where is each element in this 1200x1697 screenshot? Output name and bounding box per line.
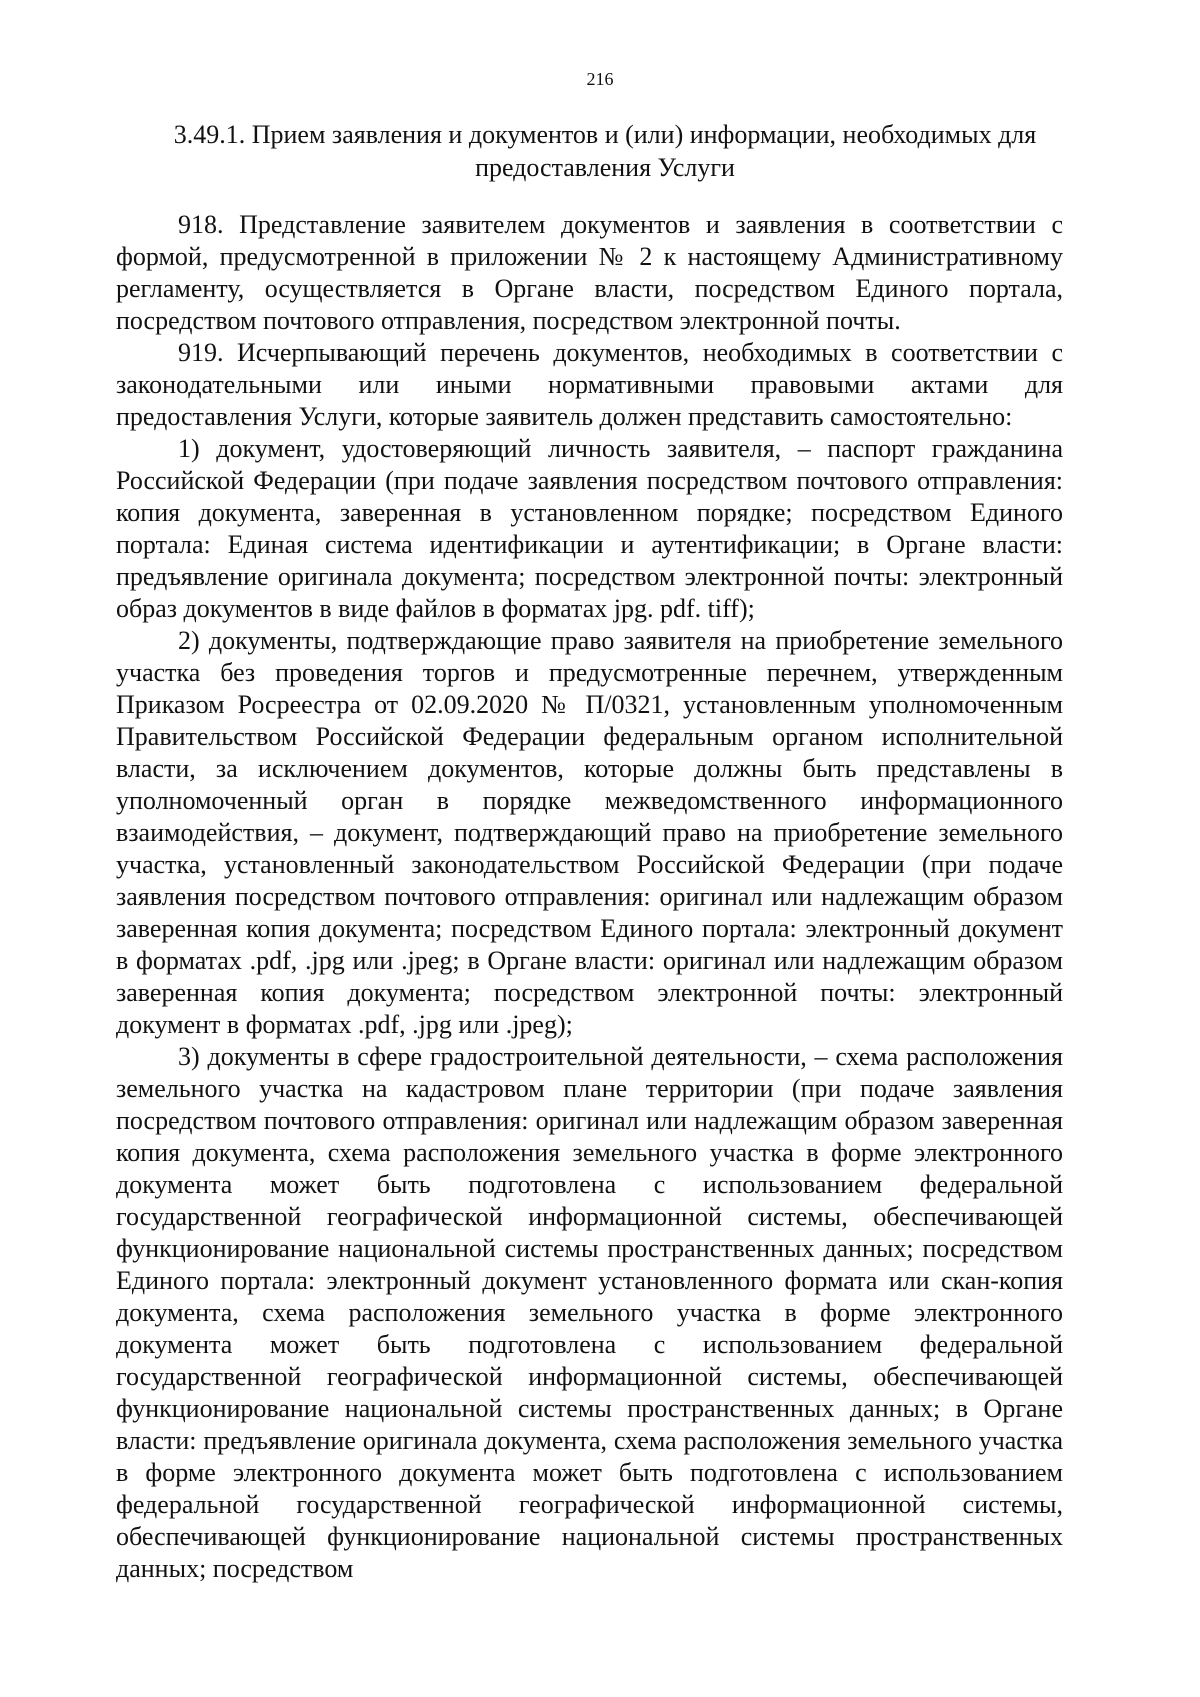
body-text [116,209,1063,1585]
list-item-3: 3) документы в сфере градостроительной деятельности, – схема расположения земельного участка на кадастровом плане территории (при подаче заявления посредством почтового отправления: оригинал или надлежащим образом заверенная копия документа, схема расположения земельного участка в форме электронного документа может быть подготовлена с использованием федеральной государственной географической информационной системы, обеспечивающей функционирование национальной системы пространственных данных; посредством Единого портала: электронный документ установленного формата или скан-копия документа, схема расположения земельного участка в форме электронного документа может быть подготовлена с использованием федеральной государственной географической информационной системы, обеспечивающей функционирование национальной системы пространственных данных; в Органе власти: предъявление оригинала документа, схема расположения земельного участка в форме электронного документа может быть подготовлена с использованием федеральной государственной географической информационной системы, обеспечивающей функционирование национальной системы пространственных данных; посредством [116,1042,1063,1583]
section-title: 3.49.1. Прием заявления и документов и (или) информации, необходимых для предоставления Услуги [173,120,1037,182]
list-item-1: 1) документ, удостоверяющий личность заявителя, – паспорт гражданина Российской Федерации (при подаче заявления посредством почтового отправления: копия документа, заверенная в установленном порядке; посредством Единого портала: Единая система идентификации и аутентификации; в Органе власти: предъявление оригинала документа; посредством электронной почты: электронный образ документов в виде файлов в форматах jpg. pdf. tiff); [116,434,1063,623]
list-item-2: 2) документы, подтверждающие право заявителя на приобретение земельного участка без проведения торгов и предусмотренные перечнем, утвержденным Приказом Росреестра от 02.09.2020 № П/0321, установленным уполномоченным Правительством Российской Федерации федеральным органом исполнительной власти, за исключением документов, которые должны быть представлены в уполномоченный орган в порядке межведомственного информационного взаимодействия, – документ, подтверждающий право на приобретение земельного участка, установленный законодательством Российской Федерации (при подаче заявления посредством почтового отправления: оригинал или надлежащим образом заверенная копия документа; посредством Единого портала: электронный документ в форматах .pdf, .jpg или .jpeg; в Органе власти: оригинал или надлежащим образом заверенная копия документа; посредством электронной почты: электронный документ в форматах .pdf, .jpg или .jpeg); [116,626,1063,1039]
paragraph-918: 918. Представление заявителем документов и заявления в соответствии с формой, предусмотренной в приложении № 2 к настоящему Административному регламенту, осуществляется в Органе власти, посредством Единого портала, посредством почтового отправления, посредством электронной почты. [116,210,1063,335]
page-number: 216 [586,69,614,89]
paragraph-919: 919. Исчерпывающий перечень документов, необходимых в соответствии с законодательными или иными нормативными правовыми актами для предоставления Услуги, которые заявитель должен представить самостоятельно: [116,338,1063,431]
